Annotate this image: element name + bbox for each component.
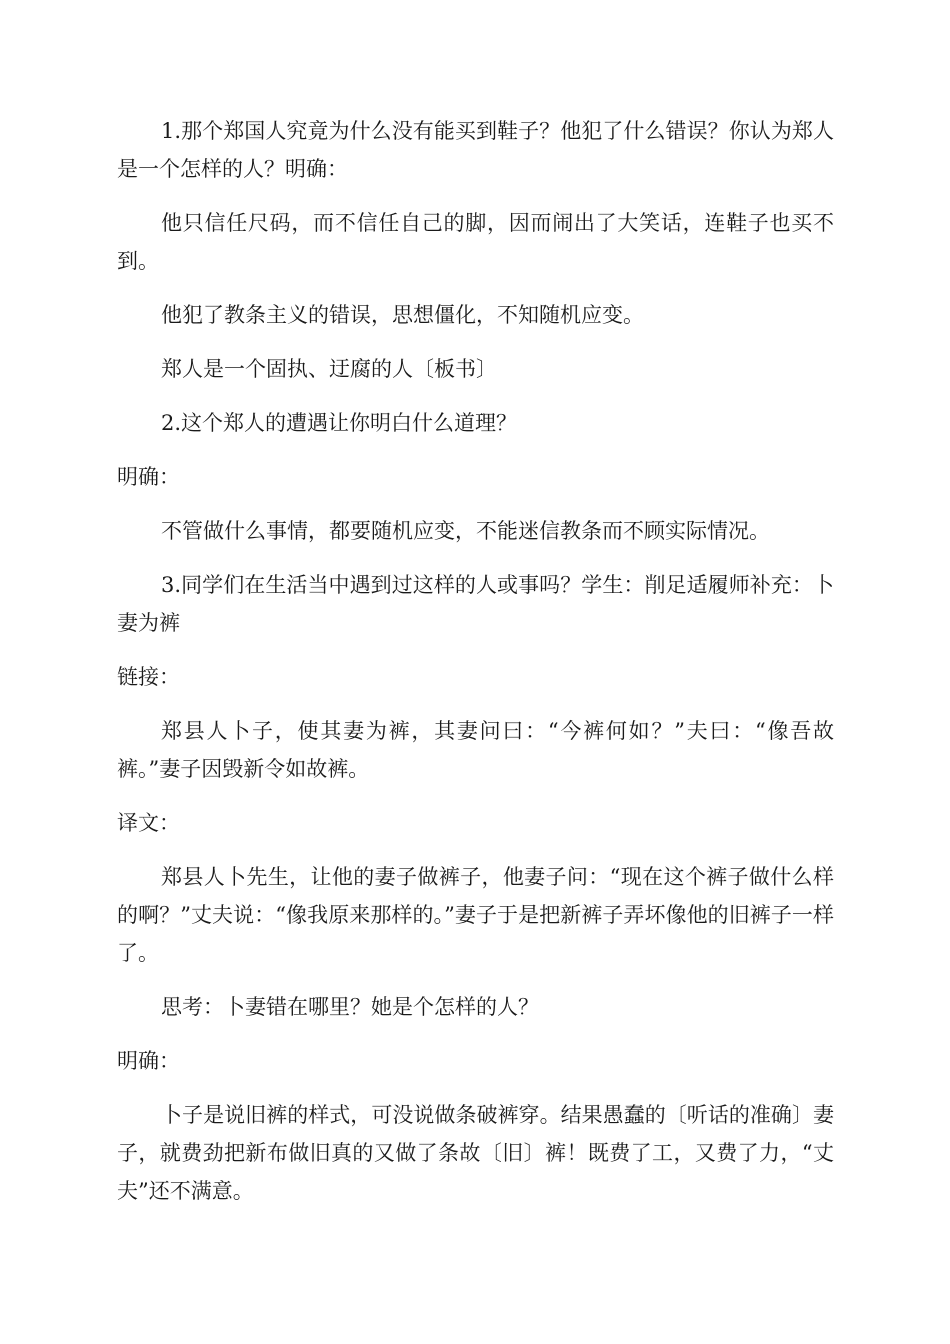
paragraph-label-answer-2: 明确： xyxy=(117,1049,180,1073)
paragraph-question-1: 1.那个郑国人究竟为什么没有能买到鞋子？他犯了什么错误？你认为郑人是一个怎样的人？明确： xyxy=(117,119,834,181)
paragraph-think: 思考：卜妻错在哪里？她是个怎样的人？ xyxy=(161,995,539,1019)
paragraph-label-answer: 明确： xyxy=(117,465,180,489)
paragraph-label-link: 链接： xyxy=(117,665,180,689)
paragraph-answer-1c: 郑人是一个固执、迂腐的人〔板书〕 xyxy=(161,357,497,381)
paragraph-question-3: 3.同学们在生活当中遇到过这样的人或事吗？学生：削足适履师补充：卜妻为裤 xyxy=(117,573,834,635)
paragraph-answer-1b: 他犯了教条主义的错误，思想僵化，不知随机应变。 xyxy=(161,303,644,327)
document-body xyxy=(117,112,834,1226)
paragraph-answer-2: 不管做什么事情，都要随机应变，不能迷信教条而不顾实际情况。 xyxy=(161,519,770,543)
paragraph-answer-1a: 他只信任尺码，而不信任自己的脚，因而闹出了大笑话，连鞋子也买不到。 xyxy=(117,211,834,273)
paragraph-label-translation: 译文： xyxy=(117,811,180,835)
paragraph-question-2: 2.这个郑人的遭遇让你明白什么道理？ xyxy=(161,411,518,435)
paragraph-classical-text: 郑县人卜子，使其妻为裤，其妻问曰：“今裤何如？”夫曰：“像吾故裤。”妻子因毁新令如故裤。 xyxy=(117,719,834,781)
paragraph-translation: 郑县人卜先生，让他的妻子做裤子，他妻子问：“现在这个裤子做什么样的啊？”丈夫说：“像我原来那样的。”妻子于是把新裤子弄坏像他的旧裤子一样了。 xyxy=(117,865,834,965)
paragraph-answer-final: 卜子是说旧裤的样式，可没说做条破裤穿。结果愚蠢的〔听话的准确〕妻子，就费劲把新布做旧真的又做了条故〔旧〕裤！既费了工，又费了力，“丈夫”还不满意。 xyxy=(117,1103,834,1203)
